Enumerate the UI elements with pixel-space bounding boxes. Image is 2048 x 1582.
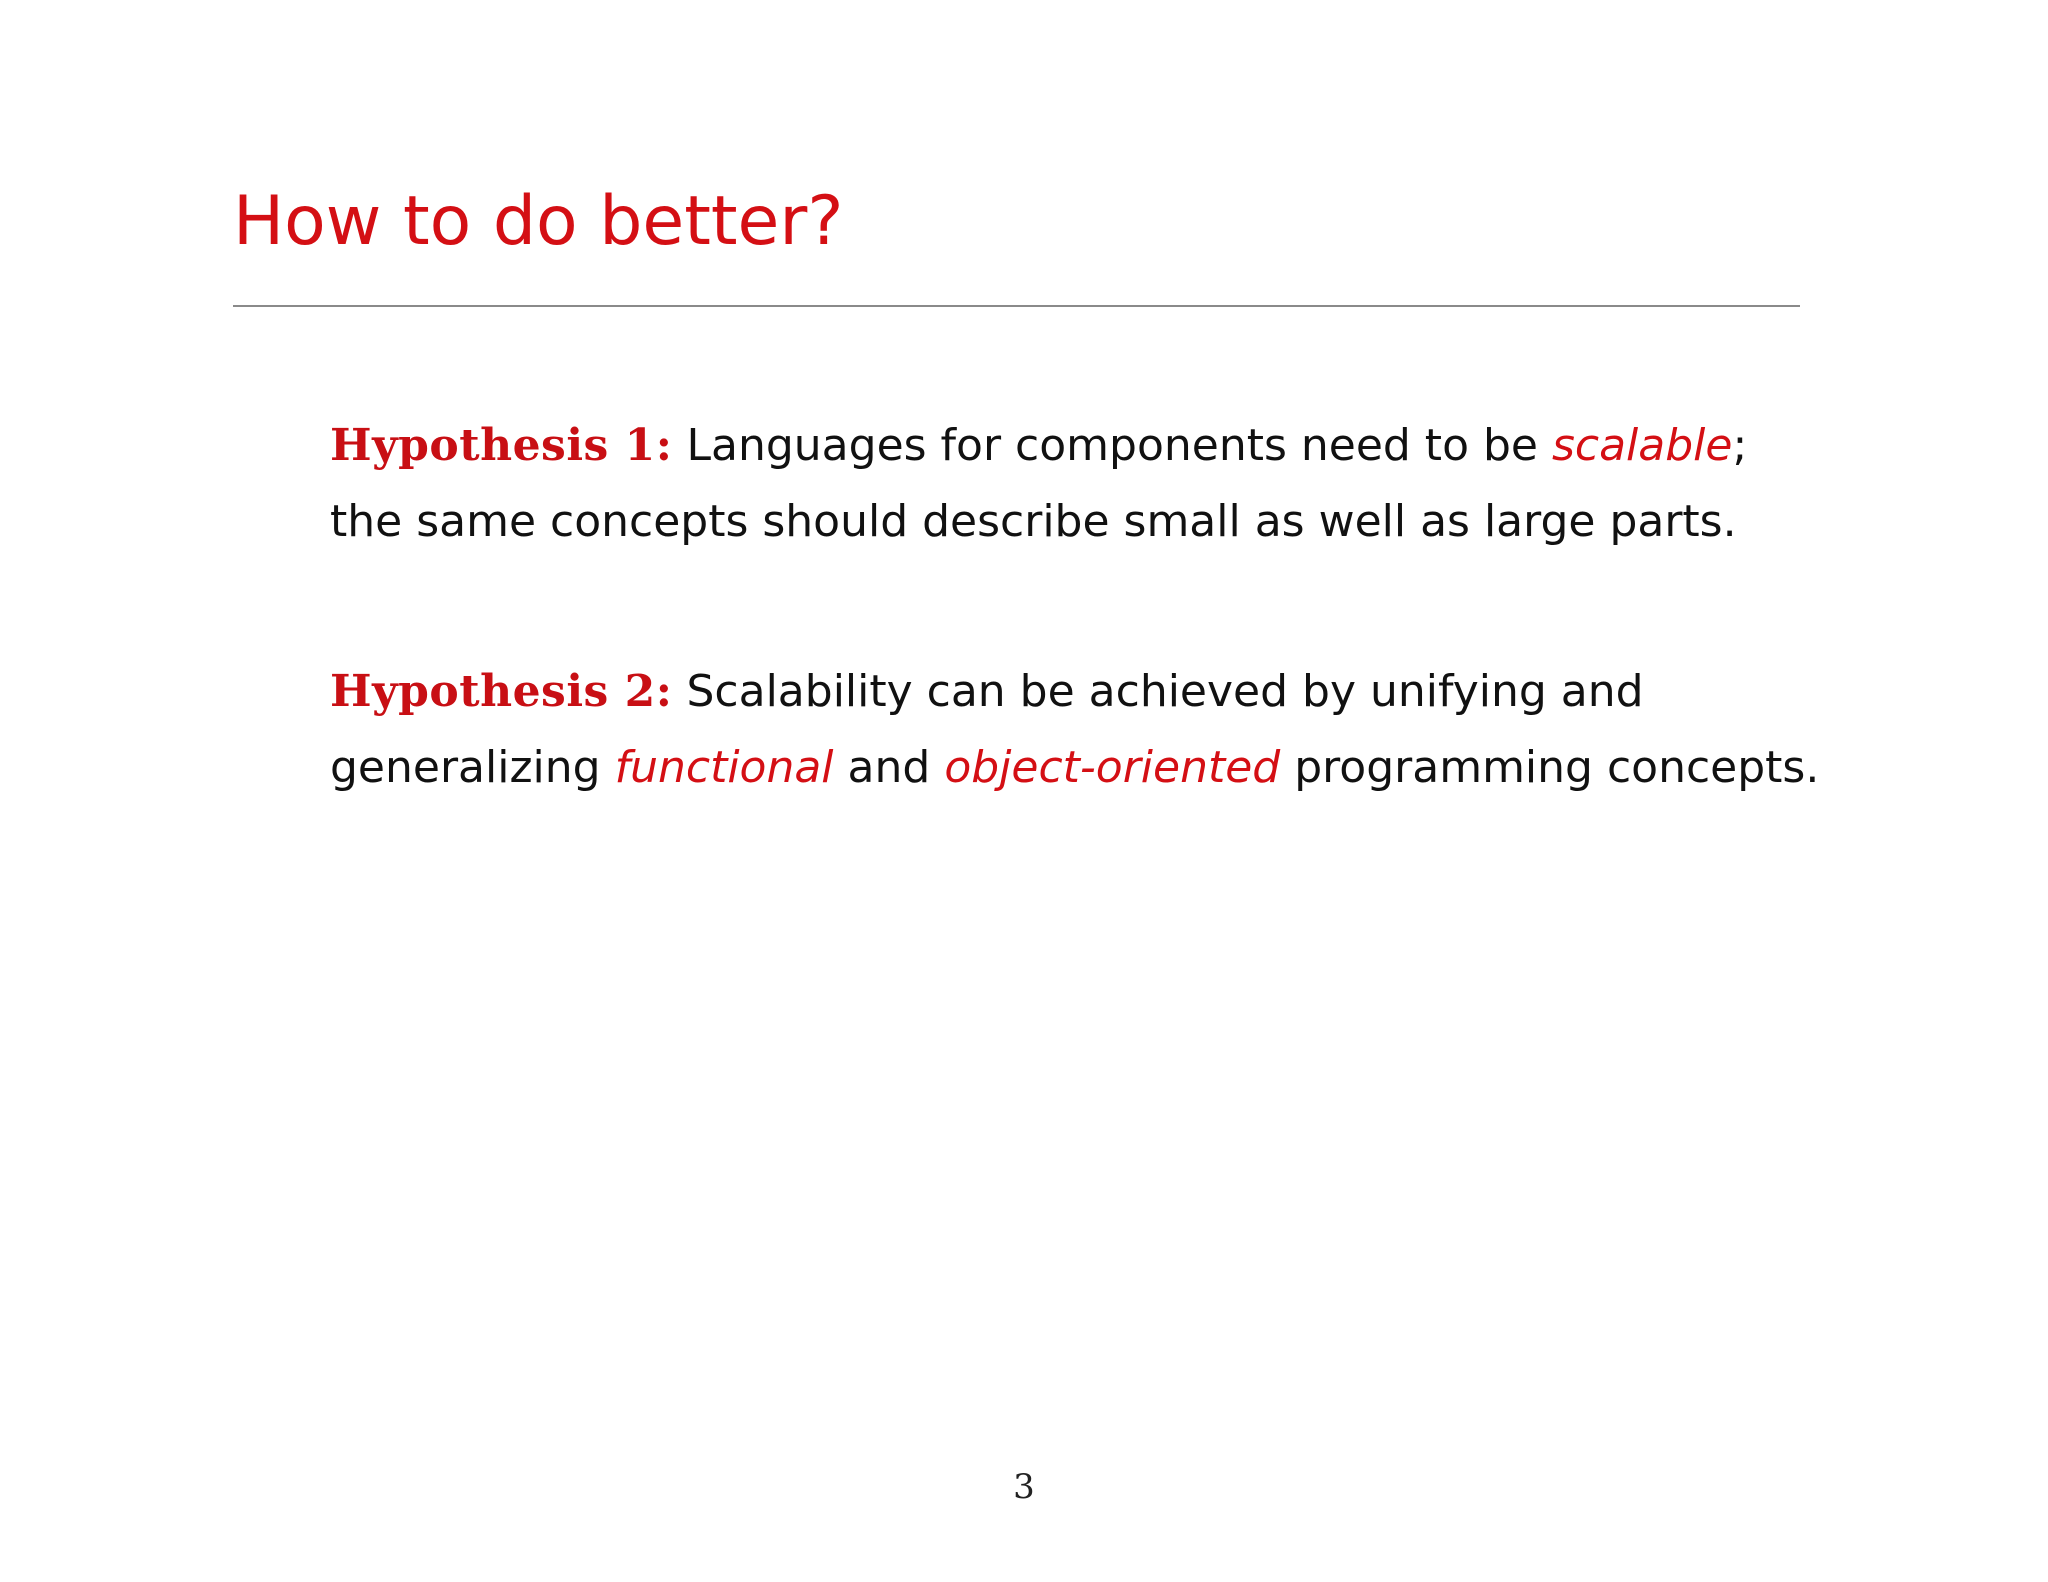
hypothesis-1 (330, 408, 1850, 560)
hypothesis-2-emphasis-oo: object-oriented (944, 742, 1281, 793)
page-number: 3 (1013, 1467, 1035, 1507)
hypothesis-2-conjunction: and (847, 742, 931, 793)
hypothesis-2-line2-end: programming concepts. (1294, 742, 1820, 793)
slide-title: How to do better? (233, 182, 844, 261)
hypothesis-1-punctuation: ; (1732, 420, 1748, 471)
hypothesis-1-text: Languages for components need to be (686, 420, 1538, 471)
hypothesis-2-line2-start: generalizing (330, 742, 601, 793)
title-divider (233, 305, 1800, 307)
hypothesis-2-text: Scalability can be achieved by unifying and (686, 666, 1644, 717)
hypothesis-1-label: Hypothesis 1: (330, 420, 673, 471)
hypothesis-2 (330, 654, 1850, 806)
hypothesis-1-line2: the same concepts should describe small as well as large parts. (330, 496, 1737, 547)
hypothesis-2-label: Hypothesis 2: (330, 666, 673, 717)
hypothesis-2-emphasis-functional: functional (614, 742, 834, 793)
hypothesis-1-emphasis: scalable (1551, 420, 1733, 471)
